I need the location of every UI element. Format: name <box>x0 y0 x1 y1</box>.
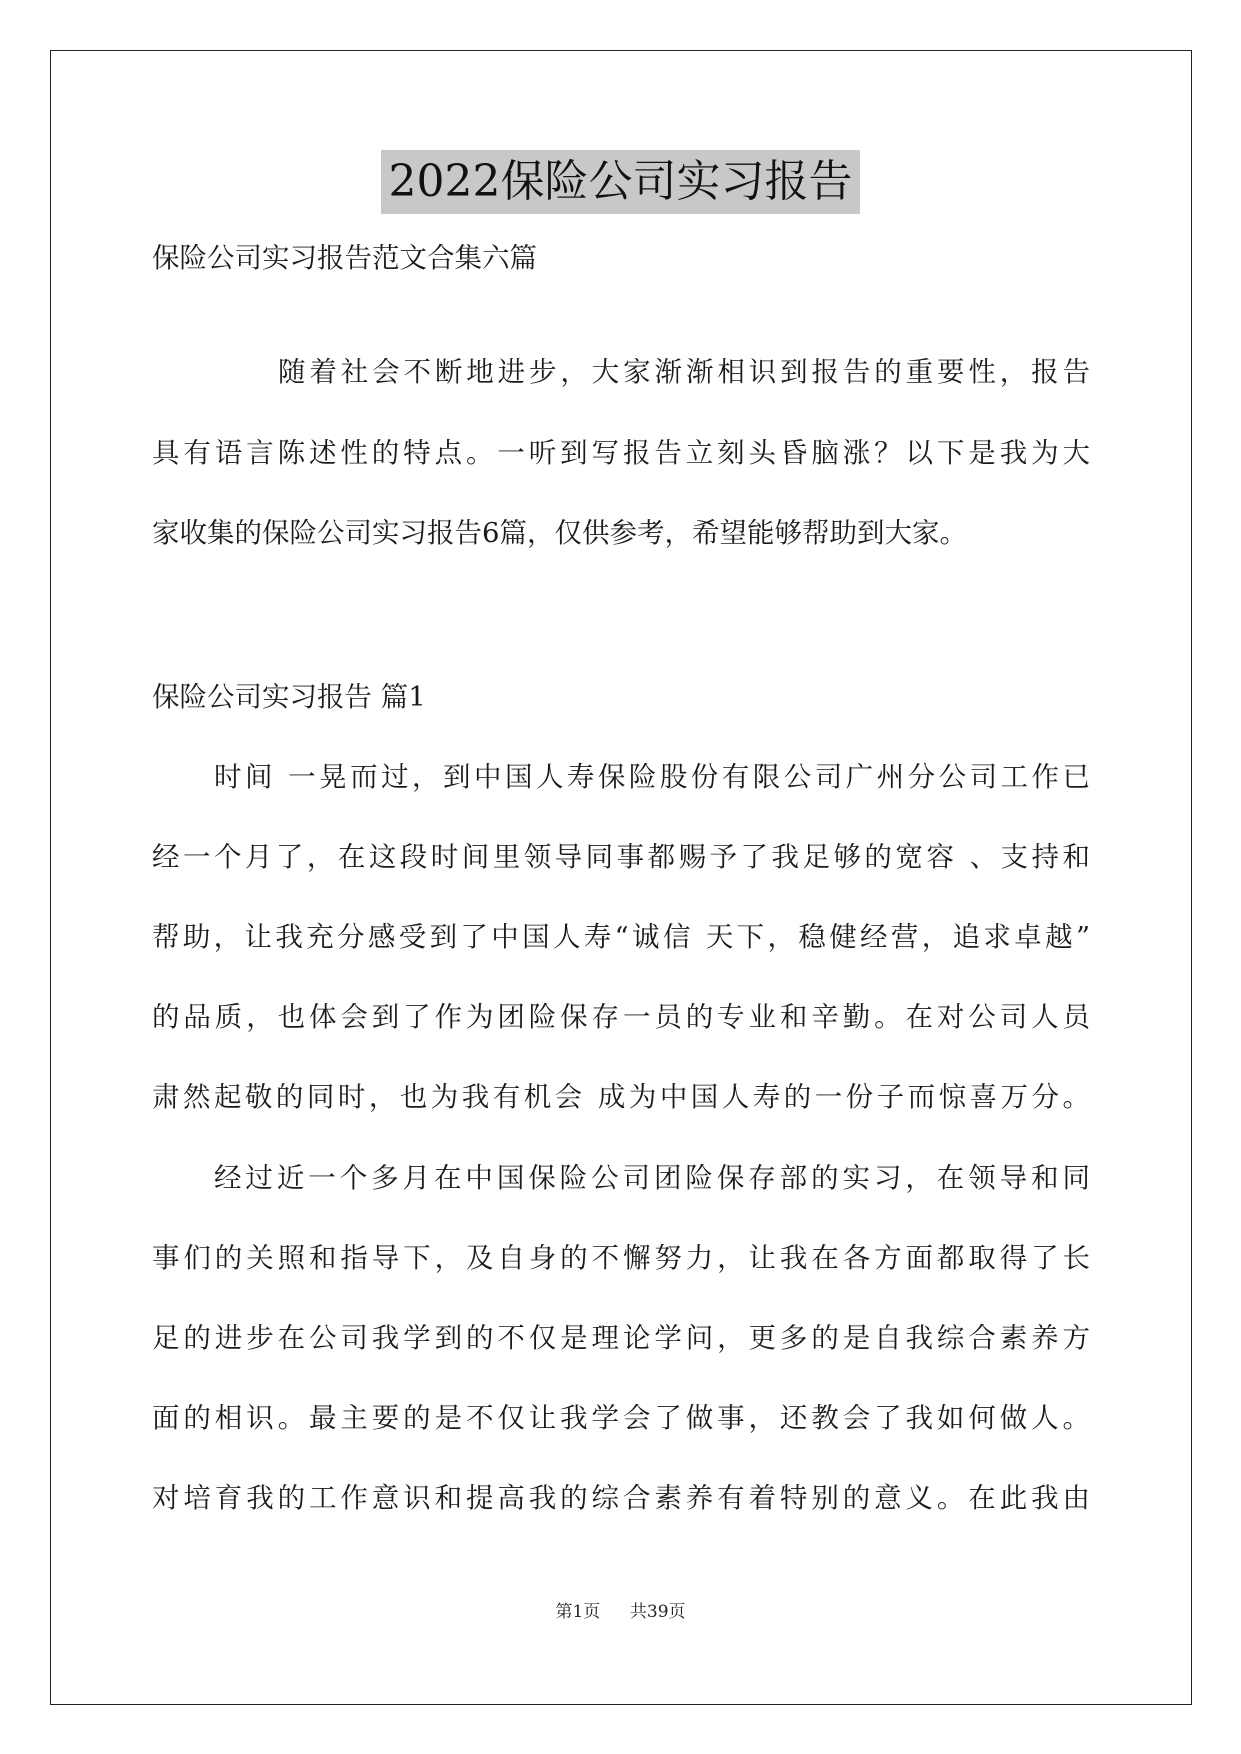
intro-line-2: 具有语言陈述性的特点。一听到写报告立刻头昏脑涨？以下是我为大 <box>152 437 1090 469</box>
intro-line-3: 家收集的保险公司实习报告6篇，仅供参考，希望能够帮助到大家。 <box>152 517 967 549</box>
document-title: 2022保险公司实习报告 <box>381 150 861 214</box>
title-container <box>0 150 1241 214</box>
paragraph2-line-4: 面的相识。最主要的是不仅让我学会了做事，还教会了我如何做人。 <box>152 1402 1090 1434</box>
paragraph1-line-2: 经一个月了，在这段时间里领导同事都赐予了我足够的宽容 、支持和 <box>152 841 1090 873</box>
section-heading: 保险公司实习报告 篇1 <box>152 681 426 713</box>
total-pages: 共39页 <box>629 1602 686 1622</box>
paragraph1-line-5: 肃然起敬的同时，也为我有机会 成为中国人寿的一份子而惊喜万分。 <box>152 1081 1090 1113</box>
paragraph1-line-3: 帮助，让我充分感受到了中国人寿“诚信 天下，稳健经营，追求卓越” <box>152 921 1090 953</box>
document-subtitle: 保险公司实习报告范文合集六篇 <box>152 242 537 274</box>
paragraph2-line-1: 经过近一个多月在中国保险公司团险保存部的实习，在领导和同 <box>214 1162 1090 1194</box>
page-border <box>50 50 1192 1705</box>
page-footer <box>0 1600 1241 1624</box>
paragraph1-line-1: 时间 一晃而过，到中国人寿保险股份有限公司广州分公司工作已 <box>214 761 1090 793</box>
paragraph1-line-4: 的品质，也体会到了作为团险保存一员的专业和辛勤。在对公司人员 <box>152 1001 1090 1033</box>
page-number: 第1页 <box>555 1602 601 1622</box>
paragraph2-line-3: 足的进步在公司我学到的不仅是理论学问，更多的是自我综合素养方 <box>152 1322 1090 1354</box>
intro-line-1: 随着社会不断地进步，大家渐渐相识到报告的重要性，报告 <box>278 356 1090 388</box>
paragraph2-line-2: 事们的关照和指导下，及自身的不懈努力，让我在各方面都取得了长 <box>152 1242 1090 1274</box>
paragraph2-line-5: 对培育我的工作意识和提高我的综合素养有着特别的意义。在此我由 <box>152 1482 1090 1514</box>
